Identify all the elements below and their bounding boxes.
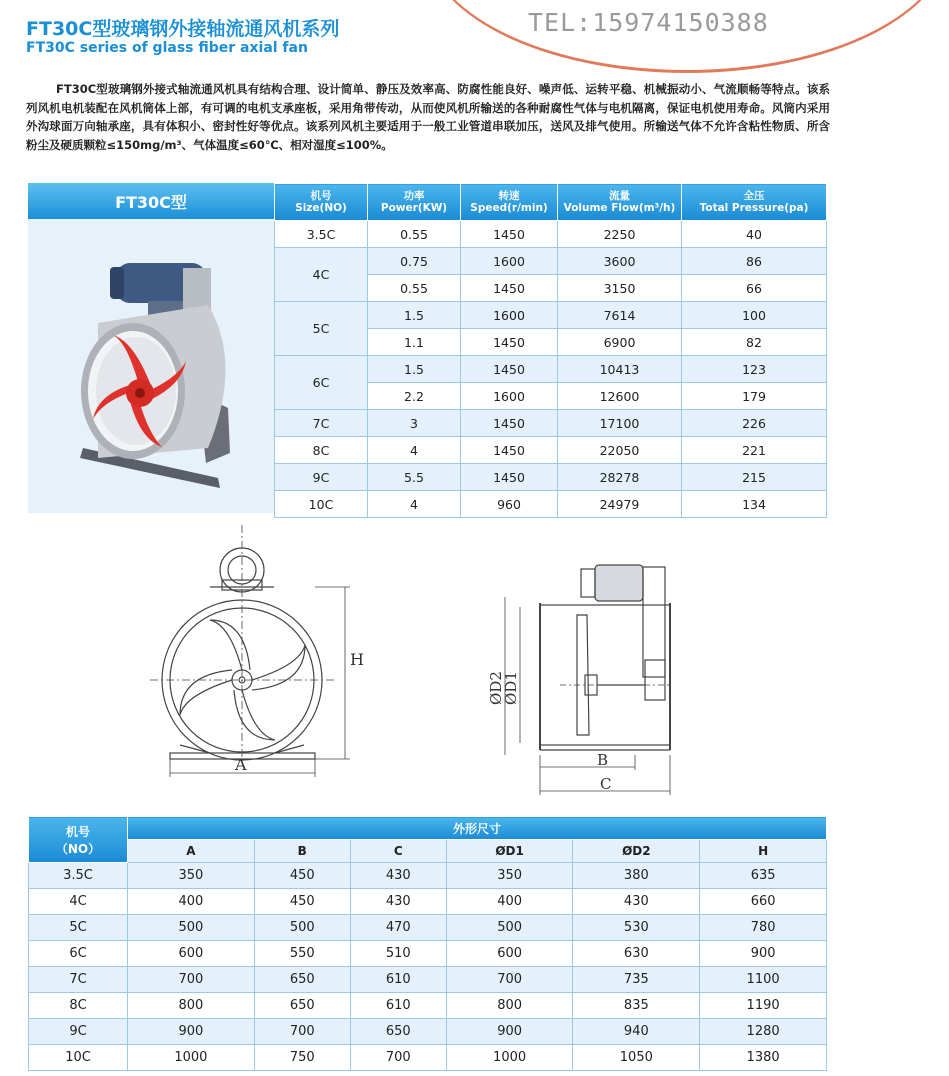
header-column: ØD2 (573, 840, 700, 863)
table-cell: 1600 (461, 248, 558, 275)
table-cell: 3 (368, 410, 461, 437)
table-cell: 800 (128, 993, 255, 1019)
header-column: A (128, 840, 255, 863)
table-cell: 123 (682, 356, 827, 383)
table-cell: 10C (29, 1045, 128, 1071)
table-cell: 4 (368, 437, 461, 464)
table-cell: 650 (254, 967, 350, 993)
table-cell: 430 (350, 863, 446, 889)
size-cell: 5C (275, 302, 368, 356)
table-cell: 450 (254, 889, 350, 915)
header-column: ØD1 (446, 840, 573, 863)
table-cell: 4C (29, 889, 128, 915)
table-cell: 400 (446, 889, 573, 915)
header-column: C (350, 840, 446, 863)
table-cell: 450 (254, 863, 350, 889)
header-power: 功率 Power(KW) (368, 184, 461, 221)
table-cell: 510 (350, 941, 446, 967)
header-speed: 转速 Speed(r/min) (461, 184, 558, 221)
table-cell: 900 (700, 941, 827, 967)
table-cell: 28278 (558, 464, 682, 491)
table-cell: 22050 (558, 437, 682, 464)
table-cell: 350 (128, 863, 255, 889)
product-description: FT30C型玻璃钢外接式轴流通风机具有结构合理、设计简单、静压及效率高、防腐性能良好、噪声低、运转平稳、机械振动小、气流顺畅等特点。该系列风机电机装配在风机筒体上部，有可调的电机支承座板，采用角带传动，从而使风机所输送的各种耐腐性气体与电机隔离，保证电机使用寿命。风筒内采用外沟球面万向轴承座，具有体积小、密封性好等优点。该系列风机主要适用于一般工业管道串联加压，送风及排气使用。所输送气体不允许含粘性物质、所含粉尘及硬质颗粒≤150mg/m³、气体温度≤60℃、相对湿度≤100%。 (26, 82, 830, 152)
table-cell: 5C (29, 915, 128, 941)
table-cell: 17100 (558, 410, 682, 437)
table-cell: 0.55 (368, 275, 461, 302)
table-cell: 3.5C (29, 863, 128, 889)
table-cell: 750 (254, 1045, 350, 1071)
header-outline-dimensions: 外形尺寸 (128, 817, 827, 840)
header-size: 机号 Size(NO) (275, 184, 368, 221)
table-cell: 430 (350, 889, 446, 915)
table-row (29, 863, 827, 889)
table-cell: 24979 (558, 491, 682, 518)
table-cell: 380 (573, 863, 700, 889)
table-cell: 8C (29, 993, 128, 1019)
table-cell: 7614 (558, 302, 682, 329)
table-row (275, 437, 827, 464)
table-cell: 221 (682, 437, 827, 464)
table-cell: 610 (350, 967, 446, 993)
table-cell: 1450 (461, 329, 558, 356)
table-cell: 9C (29, 1019, 128, 1045)
header-column: H (700, 840, 827, 863)
table-cell: 630 (573, 941, 700, 967)
dim-label-a: A (235, 755, 247, 774)
table-cell: 66 (682, 275, 827, 302)
table-cell: 1450 (461, 437, 558, 464)
table-row (29, 967, 827, 993)
table-cell: 1190 (700, 993, 827, 1019)
table-cell: 550 (254, 941, 350, 967)
header-size-no: 机号 （NO） (29, 817, 128, 863)
table-cell: 1050 (573, 1045, 700, 1071)
size-cell: 9C (275, 464, 368, 491)
table-cell: 960 (461, 491, 558, 518)
table-cell: 400 (128, 889, 255, 915)
table-cell: 0.55 (368, 221, 461, 248)
dimensions-table (28, 816, 827, 1071)
table-cell: 635 (700, 863, 827, 889)
table-cell: 700 (350, 1045, 446, 1071)
table-cell: 6900 (558, 329, 682, 356)
table-row (29, 915, 827, 941)
page-subtitle: FT30C series of glass fiber axial fan (26, 40, 308, 56)
table-cell: 1450 (461, 221, 558, 248)
table-cell: 1000 (128, 1045, 255, 1071)
dimensions-header-row (29, 817, 827, 840)
table-cell: 226 (682, 410, 827, 437)
telephone-number: TEL:15974150388 (528, 8, 769, 37)
table-row (275, 410, 827, 437)
table-cell: 3150 (558, 275, 682, 302)
size-cell: 3.5C (275, 221, 368, 248)
table-cell: 1450 (461, 275, 558, 302)
table-cell: 4 (368, 491, 461, 518)
header-volume-flow: 流量 Volume Flow(m³/h) (558, 184, 682, 221)
table-cell: 1.5 (368, 356, 461, 383)
model-panel (28, 183, 274, 513)
table-cell: 0.75 (368, 248, 461, 275)
table-cell: 40 (682, 221, 827, 248)
table-row (29, 993, 827, 1019)
table-cell: 650 (350, 1019, 446, 1045)
table-cell: 500 (446, 915, 573, 941)
table-row (29, 889, 827, 915)
table-cell: 215 (682, 464, 827, 491)
table-cell: 1280 (700, 1019, 827, 1045)
table-cell: 3600 (558, 248, 682, 275)
table-row (275, 248, 827, 275)
table-cell: 470 (350, 915, 446, 941)
size-cell: 7C (275, 410, 368, 437)
dim-label-c: C (600, 775, 612, 793)
page-title: FT30C型玻璃钢外接轴流通风机系列 (26, 18, 340, 40)
table-cell: 1000 (446, 1045, 573, 1071)
table-cell: 7C (29, 967, 128, 993)
table-cell: 6C (29, 941, 128, 967)
table-row (29, 941, 827, 967)
size-cell: 4C (275, 248, 368, 302)
size-cell: 6C (275, 356, 368, 410)
table-cell: 2.2 (368, 383, 461, 410)
table-cell: 2250 (558, 221, 682, 248)
table-cell: 700 (254, 1019, 350, 1045)
table-row (29, 1019, 827, 1045)
table-cell: 82 (682, 329, 827, 356)
table-cell: 1450 (461, 464, 558, 491)
table-row (275, 491, 827, 518)
table-cell: 1100 (700, 967, 827, 993)
table-cell: 610 (350, 993, 446, 1019)
table-cell: 1.5 (368, 302, 461, 329)
table-row (29, 1045, 827, 1071)
dim-label-d2: ØD2 (487, 671, 505, 705)
table-cell: 600 (128, 941, 255, 967)
table-cell: 1450 (461, 356, 558, 383)
table-cell: 835 (573, 993, 700, 1019)
performance-header-row (275, 184, 827, 221)
header-total-pressure: 全压 Total Pressure(pa) (682, 184, 827, 221)
table-cell: 1600 (461, 302, 558, 329)
table-cell: 940 (573, 1019, 700, 1045)
table-cell: 600 (446, 941, 573, 967)
table-cell: 1.1 (368, 329, 461, 356)
table-cell: 800 (446, 993, 573, 1019)
table-cell: 1380 (700, 1045, 827, 1071)
table-cell: 86 (682, 248, 827, 275)
performance-table (274, 183, 827, 518)
side-view-drawing (485, 545, 700, 800)
dim-label-d1: ØD1 (502, 671, 520, 705)
table-cell: 1450 (461, 410, 558, 437)
size-cell: 8C (275, 437, 368, 464)
table-cell: 1600 (461, 383, 558, 410)
table-cell: 12600 (558, 383, 682, 410)
dim-label-h: H (350, 650, 364, 669)
dimensions-subheader-row (29, 840, 827, 863)
table-cell: 5.5 (368, 464, 461, 491)
table-cell: 900 (446, 1019, 573, 1045)
fan-product-image (58, 243, 258, 493)
table-cell: 179 (682, 383, 827, 410)
table-cell: 700 (446, 967, 573, 993)
table-cell: 100 (682, 302, 827, 329)
table-cell: 660 (700, 889, 827, 915)
table-cell: 735 (573, 967, 700, 993)
table-cell: 350 (446, 863, 573, 889)
table-cell: 780 (700, 915, 827, 941)
table-row (275, 302, 827, 329)
table-cell: 10413 (558, 356, 682, 383)
table-cell: 900 (128, 1019, 255, 1045)
table-cell: 134 (682, 491, 827, 518)
table-row (275, 464, 827, 491)
header-column: B (254, 840, 350, 863)
table-cell: 530 (573, 915, 700, 941)
table-row (275, 356, 827, 383)
table-cell: 430 (573, 889, 700, 915)
table-cell: 650 (254, 993, 350, 1019)
front-view-drawing (150, 525, 364, 780)
table-cell: 700 (128, 967, 255, 993)
size-cell: 10C (275, 491, 368, 518)
dim-label-b: B (597, 751, 609, 769)
table-row (275, 221, 827, 248)
model-label: FT30C型 (28, 183, 274, 219)
table-cell: 500 (128, 915, 255, 941)
table-cell: 500 (254, 915, 350, 941)
